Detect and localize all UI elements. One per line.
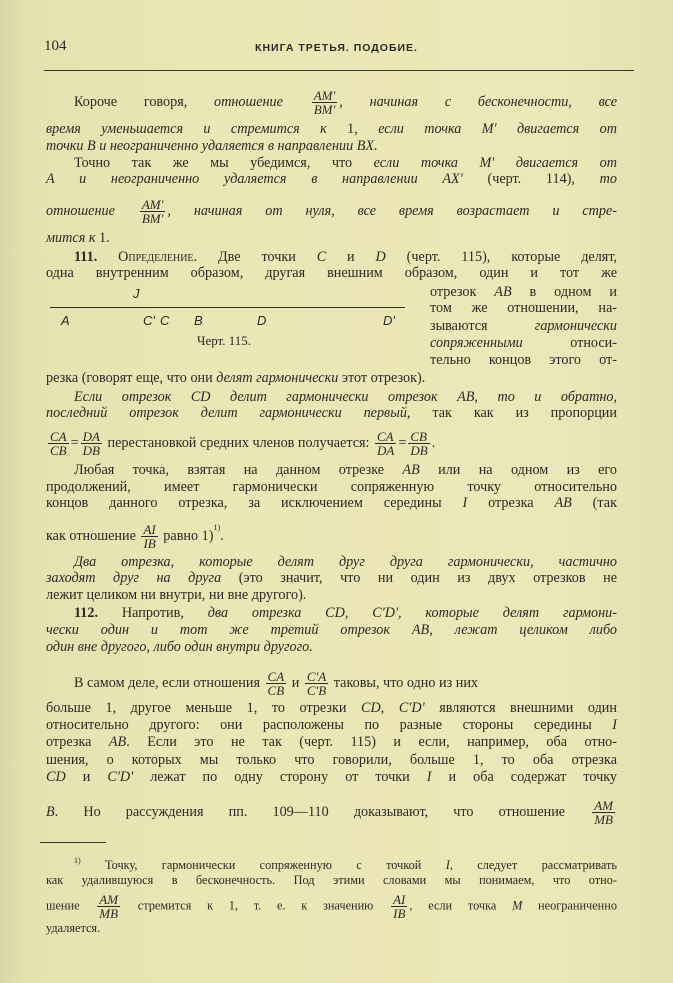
italic-text: один вне другого, либо один внутри другого. — [46, 639, 313, 655]
text-line — [46, 621, 617, 639]
fraction-denominator: DB — [410, 443, 428, 458]
figure-label-d-prime: D' — [383, 313, 395, 328]
text-run: зываются — [430, 318, 535, 334]
italic-text: I — [462, 495, 468, 511]
text-line — [46, 699, 617, 717]
text-line — [46, 798, 617, 827]
italic-text: отношение — [214, 93, 310, 110]
italic-text: делят гармонически — [216, 370, 339, 386]
figure-label-b: B — [194, 313, 203, 328]
text-run: Точно так же мы убедимся, что — [74, 155, 374, 171]
italic-text: I — [426, 769, 432, 785]
text-line — [46, 429, 617, 458]
italic-text: то — [599, 171, 617, 187]
text-line — [46, 733, 617, 751]
section-number: 112. — [74, 605, 122, 621]
text-run: Напротив, — [121, 605, 208, 621]
figure-label-a: A — [61, 313, 70, 328]
fraction-denominator: MB — [594, 812, 613, 827]
figure-segment-line — [50, 307, 405, 308]
page-number: 104 — [44, 38, 67, 54]
italic-text: , начиная с бесконечности, все — [339, 93, 617, 110]
fraction-numerator: CA — [377, 429, 394, 444]
text-line — [430, 317, 617, 335]
italic-text: C — [316, 249, 327, 265]
text-run: отрезка — [467, 495, 555, 511]
text-run: отрезка — [46, 734, 109, 750]
text-line — [46, 120, 617, 138]
fraction — [140, 198, 166, 225]
text-run: больше 1, другое меньше 1, то отрезки — [46, 700, 362, 716]
text-line — [46, 522, 617, 551]
text-run: , так как из пропорции — [406, 405, 617, 421]
text-run: и — [326, 249, 376, 265]
text-line — [46, 137, 617, 155]
text-run: 1 — [347, 121, 355, 137]
fraction — [141, 523, 157, 550]
text-run: 1. — [99, 230, 110, 246]
text-line — [46, 461, 617, 479]
figure-label-c: C — [160, 313, 170, 328]
running-head: КНИГА ТРЕТЬЯ. ПОДОБИЕ. — [255, 42, 418, 54]
text-run: в одном и — [511, 284, 617, 300]
text-line — [46, 170, 617, 188]
text-run: относительно другого: они расположены по разные стороны середины — [46, 717, 613, 733]
figure-label-c-prime: C' — [143, 313, 155, 328]
text-run: относи- — [522, 335, 617, 351]
header-rule — [44, 70, 634, 71]
text-run: В самом деле, если отношения — [74, 674, 264, 691]
fraction-numerator: AM' — [141, 197, 164, 212]
section-number: 111. — [74, 249, 119, 265]
fraction-numerator: AI — [143, 522, 156, 537]
footnote-marker: 1) — [74, 856, 81, 865]
italic-text: I — [445, 858, 450, 872]
text-line — [46, 751, 617, 769]
text-run: Любая точка, взятая на данном отрезке — [74, 462, 403, 478]
text-line — [46, 569, 617, 587]
text-run: удаляется. — [46, 921, 101, 935]
italic-text: CD — [46, 769, 66, 785]
fraction — [592, 799, 615, 826]
fraction-denominator: IB — [393, 906, 406, 921]
footnote-rule — [40, 842, 106, 843]
fraction — [375, 430, 396, 457]
footnote-line — [46, 871, 617, 889]
fraction-numerator: CA — [50, 429, 67, 444]
text-line — [46, 369, 617, 387]
text-line — [46, 604, 617, 622]
fraction-denominator: BM' — [313, 102, 336, 117]
text-line — [430, 299, 617, 317]
italic-text: AB — [108, 734, 127, 750]
text-run: шение — [46, 898, 96, 913]
text-run: перестановкой средних членов получается: — [103, 434, 373, 451]
text-line — [46, 88, 617, 117]
italic-text: C'D' — [107, 769, 134, 785]
fraction — [312, 89, 338, 116]
fraction — [97, 893, 120, 920]
text-line — [46, 716, 617, 734]
figure-label-j: J — [133, 286, 140, 301]
footnote-line — [46, 892, 617, 921]
fraction-numerator: CB — [410, 429, 427, 444]
text-run: тельно концов этого от- — [430, 352, 617, 368]
text-run: том же отношении, на- — [430, 300, 617, 316]
fraction-denominator: DA — [377, 443, 395, 458]
text-line — [46, 229, 617, 247]
italic-text: Если отрезок CD делит гармонически отрезок AB, то и обратно, — [74, 389, 617, 405]
footnote-line — [46, 919, 617, 937]
text-run: и — [65, 769, 108, 785]
text-run: неограниченно — [522, 898, 617, 913]
italic-text: D — [375, 249, 386, 265]
text-line — [46, 404, 617, 422]
italic-text: чески один и тот же третий отрезок AB, лежат целиком либо — [46, 622, 617, 638]
italic-text: , если точка M' двигается от — [354, 121, 617, 137]
italic-text: два отрезка CD, C'D', которые делят гармони- — [207, 605, 617, 621]
text-line — [46, 264, 617, 282]
text-run: = — [70, 434, 79, 451]
italic-text: гармонически — [534, 318, 617, 334]
text-line — [46, 638, 617, 656]
fraction-numerator: AI — [393, 892, 406, 907]
fraction-denominator: DB — [82, 443, 100, 458]
italic-text: , начиная от нуля, все время возрастает и стре- — [167, 202, 617, 219]
text-run: (это значит, что ни один из двух отрезков не — [221, 570, 618, 586]
italic-text: заходят друг на друга — [46, 570, 222, 586]
figure-label-d: D — [257, 313, 267, 328]
fraction-numerator: AM' — [313, 88, 336, 103]
text-run: Точку, гармонически сопряженную с точкой — [80, 858, 446, 872]
text-line — [46, 586, 617, 604]
fraction — [81, 430, 102, 457]
text-run: (черт. 115), которые делят, — [385, 249, 618, 265]
text-run: или на одном из его — [419, 462, 617, 478]
text-run: (так — [571, 495, 617, 511]
text-line — [46, 669, 617, 698]
italic-text: A и неограниченно удаляется в направлении AX' — [46, 171, 463, 187]
text-run: резка (говорят еще, что они — [46, 370, 217, 386]
italic-text: точки B и неограниченно удаляется в направлении BX. — [46, 138, 378, 154]
italic-text: AB — [402, 462, 420, 478]
italic-text: M — [512, 898, 523, 913]
text-run: являются внешними один — [424, 700, 617, 716]
text-run: стремится к 1, т. е. к значению — [122, 898, 390, 913]
text-run: (черт. 114), — [462, 171, 600, 187]
text-run: шения, о которых мы только что говорили, больше 1, то оба отрезка — [46, 752, 617, 768]
fraction-numerator: DA — [82, 429, 100, 444]
fraction-denominator: CB — [50, 443, 67, 458]
text-run: и оба содержат точку — [431, 769, 618, 785]
fraction — [305, 670, 328, 697]
text-run: одна внутренним образом, другая внешним образом, один и тот же — [46, 265, 617, 281]
fraction-denominator: BM' — [141, 211, 164, 226]
italic-text: CD, C'D' — [361, 700, 425, 716]
italic-text: Два отрезка, которые делят друг друга гармонически, частично — [74, 554, 617, 570]
fraction-numerator: AM — [594, 798, 613, 813]
text-line — [46, 494, 617, 512]
fraction-numerator: CA — [267, 669, 285, 684]
fraction-denominator: C'B — [306, 683, 327, 698]
text-run: Короче говоря, — [74, 93, 215, 110]
text-run: = — [398, 434, 407, 451]
fraction-numerator: C'A — [306, 669, 327, 684]
text-run: , следует рассматривать — [449, 858, 617, 872]
text-line — [430, 351, 617, 369]
text-run: . Если это не так (черт. 115) и если, например, оба отно- — [126, 734, 617, 750]
italic-text: B — [46, 803, 55, 820]
text-run: лежит целиком ни внутри, ни вне другого). — [46, 587, 307, 603]
footnote-marker: 1) — [213, 523, 221, 532]
text-run: лежат по одну сторону от точки — [133, 769, 427, 785]
italic-text: сопряженными — [430, 335, 523, 351]
text-run: таковы, что одно из них — [330, 674, 479, 691]
figure-caption: Черт. 115. — [197, 333, 252, 348]
fraction-denominator: MB — [99, 906, 119, 921]
text-run: . — [220, 527, 224, 544]
text-run: как отношение — [46, 527, 140, 544]
text-run: как удалившуюся в бесконечность. Под этими словами мы понимаем, что отно- — [46, 873, 617, 887]
italic-text: AB — [554, 495, 572, 511]
fraction-denominator: CB — [267, 683, 285, 698]
text-line — [46, 197, 617, 226]
text-run: . Но рассуждения пп. 109—110 доказывают, что отношение — [54, 803, 591, 820]
small-caps-text: Определение. — [118, 249, 198, 265]
italic-text: если точка M' двигается от — [373, 155, 617, 171]
text-run: концов данного отрезка, за исключением середины — [46, 495, 463, 511]
text-run: . — [431, 434, 436, 451]
text-run: и — [288, 674, 303, 691]
text-line — [46, 768, 617, 786]
italic-text: последний отрезок делит гармонически первый — [46, 405, 407, 421]
italic-text: I — [612, 717, 617, 733]
italic-text: мится к — [46, 230, 100, 246]
fraction-denominator: IB — [143, 536, 156, 551]
fraction — [266, 670, 287, 697]
fraction-numerator: AM — [99, 892, 119, 907]
italic-text: AB — [494, 284, 512, 300]
fraction — [391, 893, 407, 920]
italic-text: отношение — [46, 202, 138, 219]
text-run: этот отрезок). — [338, 370, 426, 386]
text-run: отрезок — [430, 284, 495, 300]
text-run: Две точки — [197, 249, 317, 265]
text-run: равно 1) — [159, 527, 214, 544]
italic-text: время уменьшается и стремится к — [46, 121, 348, 137]
text-line — [430, 334, 617, 352]
fraction — [408, 430, 429, 457]
fraction — [48, 430, 69, 457]
text-run: , если точка — [409, 898, 513, 913]
text-run: продолжений, имеет гармонически сопряженную точку относительно — [46, 479, 617, 495]
